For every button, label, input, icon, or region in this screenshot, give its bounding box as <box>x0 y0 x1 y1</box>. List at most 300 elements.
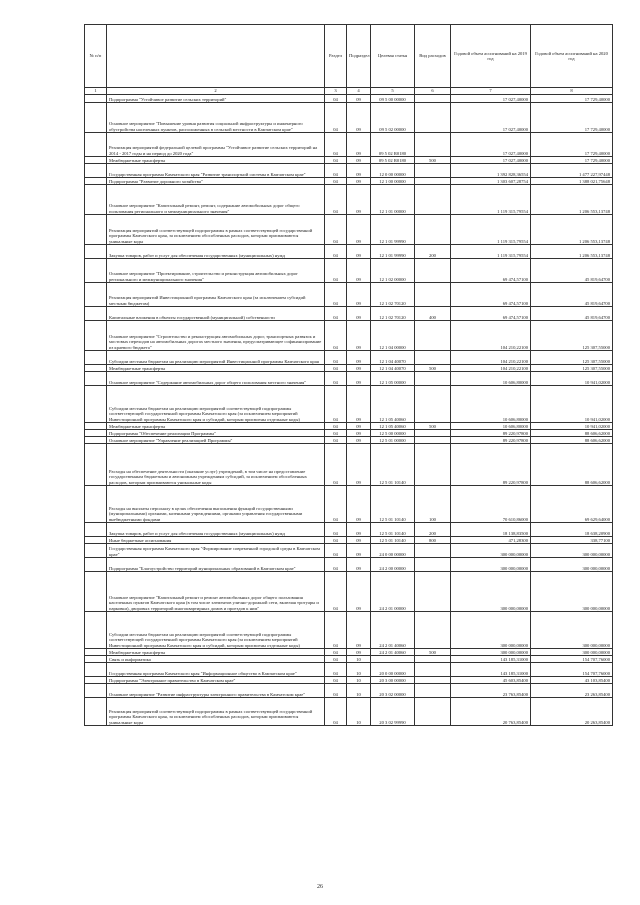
row-podrazdel: 09 <box>347 486 371 523</box>
row-podrazdel: 09 <box>347 386 371 423</box>
row-razdel: 04 <box>325 444 347 486</box>
row-statya: 12 1 01 00000 <box>371 185 415 215</box>
row-2019: 1 392 828,36554 <box>451 164 531 178</box>
row-statya: 20 3 00 00000 <box>371 677 415 684</box>
column-index-row <box>85 88 613 95</box>
row-vid <box>415 430 451 437</box>
row-razdel: 04 <box>325 365 347 372</box>
row-razdel: 04 <box>325 684 347 698</box>
budget-table-sheet <box>84 24 612 726</box>
row-number <box>85 133 107 157</box>
row-statya: 12 1 05 40060 <box>371 423 415 430</box>
row-number <box>85 283 107 307</box>
row-2019: 17 027,40000 <box>451 103 531 133</box>
row-vid: 500 <box>415 649 451 656</box>
table-row <box>85 572 613 612</box>
row-razdel: 04 <box>325 572 347 612</box>
row-statya: 12 5 01 10140 <box>371 486 415 523</box>
row-2019: 69 474,57100 <box>451 283 531 307</box>
row-2020: 154 707,76000 <box>531 663 613 677</box>
row-vid <box>415 164 451 178</box>
row-vid <box>415 283 451 307</box>
row-vid: 100 <box>415 486 451 523</box>
row-podrazdel: 10 <box>347 656 371 663</box>
row-podrazdel: 09 <box>347 544 371 558</box>
row-number <box>85 386 107 423</box>
row-number <box>85 684 107 698</box>
row-vid <box>415 544 451 558</box>
row-2019: 471,28300 <box>451 537 531 544</box>
row-2020: 88 606,62000 <box>531 444 613 486</box>
table-row <box>85 103 613 133</box>
row-2019: 45 603,85400 <box>451 677 531 684</box>
row-name: Иные бюджетные ассигнования <box>107 537 325 544</box>
row-2019: 104 210,22100 <box>451 365 531 372</box>
row-vid: 200 <box>415 523 451 537</box>
row-2020: 23 263,85400 <box>531 684 613 698</box>
row-podrazdel: 09 <box>347 437 371 444</box>
row-vid: 500 <box>415 365 451 372</box>
row-2020: 20 263,85400 <box>531 698 613 726</box>
header-podrazdel: Подраздел <box>347 25 371 88</box>
row-vid: 800 <box>415 537 451 544</box>
row-razdel: 04 <box>325 523 347 537</box>
row-razdel: 04 <box>325 437 347 444</box>
row-2019: 143 185,31000 <box>451 663 531 677</box>
row-statya: 12 1 05 40060 <box>371 386 415 423</box>
row-number <box>85 612 107 649</box>
column-index: 6 <box>415 88 451 95</box>
table-row <box>85 307 613 321</box>
row-razdel: 04 <box>325 663 347 677</box>
row-number <box>85 103 107 133</box>
table-row <box>85 656 613 663</box>
table-row <box>85 558 613 572</box>
row-2019: 300 000,00000 <box>451 649 531 656</box>
row-podrazdel: 09 <box>347 612 371 649</box>
table-row <box>85 386 613 423</box>
table-body <box>85 95 613 726</box>
row-2020: 1 206 553,13748 <box>531 245 613 259</box>
table-row <box>85 372 613 386</box>
budget-table <box>84 24 613 726</box>
row-name: Расходы на выплаты персоналу в целях обеспечения выполнения функций государственными (муниципальными) органами, казенными учреждениями, органами управления государственными внебюджетными фондами <box>107 486 325 523</box>
row-2020: 300 000,00000 <box>531 572 613 612</box>
table-row <box>85 95 613 103</box>
row-vid <box>415 444 451 486</box>
row-2020: 88 606,62000 <box>531 437 613 444</box>
row-name: Государственная программа Камчатского края "Информационное общество в Камчатском крае" <box>107 663 325 677</box>
row-number <box>85 178 107 185</box>
row-statya: 20 0 00 00000 <box>371 663 415 677</box>
table-row <box>85 157 613 164</box>
row-name: Подпрограмма "Обеспечение реализации Программы" <box>107 430 325 437</box>
row-number <box>85 430 107 437</box>
row-name: Подпрограмма "Развитие дорожного хозяйства" <box>107 178 325 185</box>
row-podrazdel: 09 <box>347 259 371 283</box>
table-row <box>85 283 613 307</box>
row-vid <box>415 351 451 365</box>
row-razdel: 04 <box>325 423 347 430</box>
row-statya: 24 2 01 40060 <box>371 612 415 649</box>
row-2019: 104 210,22100 <box>451 321 531 351</box>
row-2020: 45 819,64700 <box>531 259 613 283</box>
table-row <box>85 215 613 245</box>
row-razdel: 04 <box>325 656 347 663</box>
row-statya: 12 1 01 99990 <box>371 215 415 245</box>
row-razdel: 04 <box>325 698 347 726</box>
column-index: 5 <box>371 88 415 95</box>
table-row <box>85 133 613 157</box>
row-number <box>85 649 107 656</box>
header-razdel: Раздел <box>325 25 347 88</box>
row-2019: 300 000,00000 <box>451 558 531 572</box>
row-2020: 300 000,00000 <box>531 649 613 656</box>
row-statya: 12 1 00 00000 <box>371 178 415 185</box>
row-number <box>85 537 107 544</box>
row-vid <box>415 677 451 684</box>
row-razdel: 04 <box>325 544 347 558</box>
table-row <box>85 164 613 178</box>
row-name: Основное мероприятие "Содержание автомобильных дорог общего пользования местного значения" <box>107 372 325 386</box>
row-razdel: 04 <box>325 649 347 656</box>
row-podrazdel: 09 <box>347 245 371 259</box>
row-2020: 45 819,64700 <box>531 283 613 307</box>
row-statya: 24 0 00 00000 <box>371 544 415 558</box>
row-name: Межбюджетные трансферты <box>107 157 325 164</box>
row-2019: 1 119 315,79554 <box>451 245 531 259</box>
row-number <box>85 444 107 486</box>
table-row <box>85 365 613 372</box>
row-razdel: 04 <box>325 486 347 523</box>
row-2020: 18 638,20900 <box>531 523 613 537</box>
row-name: Основное мероприятие "Строительство и реконструкция автомобильных дорог, транспортных развязок и мостовых переходов на автомобильных дорогах местного значения, предусматривающее софинансирование из краевого бюджета" <box>107 321 325 351</box>
row-vid: 200 <box>415 245 451 259</box>
row-2020: 17 729,40000 <box>531 103 613 133</box>
row-2020: 88 606,62000 <box>531 430 613 437</box>
row-2019: 18 138,83500 <box>451 523 531 537</box>
row-razdel: 04 <box>325 178 347 185</box>
row-2020: 10 941,02000 <box>531 372 613 386</box>
row-number <box>85 663 107 677</box>
row-statya: 09 5 02 R0180 <box>371 133 415 157</box>
row-name: Реализация мероприятий Инвестиционной программы Камчатского края (за исключением субсидий местным бюджетам) <box>107 283 325 307</box>
row-statya: 09 5 00 00000 <box>371 95 415 103</box>
row-statya: 12 5 00 00000 <box>371 430 415 437</box>
row-vid <box>415 386 451 423</box>
row-2019: 10 606,80000 <box>451 386 531 423</box>
table-row <box>85 684 613 698</box>
row-podrazdel: 09 <box>347 283 371 307</box>
row-razdel: 04 <box>325 283 347 307</box>
row-2019: 300 000,00000 <box>451 612 531 649</box>
row-vid <box>415 572 451 612</box>
row-2019: 89 220,97800 <box>451 437 531 444</box>
row-podrazdel: 10 <box>347 677 371 684</box>
row-podrazdel: 09 <box>347 215 371 245</box>
row-razdel: 04 <box>325 430 347 437</box>
row-number <box>85 164 107 178</box>
column-index: 3 <box>325 88 347 95</box>
row-2019: 104 210,22100 <box>451 351 531 365</box>
row-podrazdel: 09 <box>347 649 371 656</box>
row-2019: 10 606,80000 <box>451 372 531 386</box>
row-number <box>85 523 107 537</box>
column-index: 8 <box>531 88 613 95</box>
row-name: Субсидии местным бюджетам на реализацию мероприятий соответствующей подпрограммы соответствующей государственной программы Камчатского края (за исключением мероприятий Инвестиционной программы Камчатского края и субсидий, которым присвоены отдельные коды) <box>107 386 325 423</box>
row-statya: 09 5 02 00000 <box>371 103 415 133</box>
row-2020: 1 388 021,75648 <box>531 178 613 185</box>
row-vid <box>415 663 451 677</box>
row-number <box>85 698 107 726</box>
row-podrazdel: 09 <box>347 157 371 164</box>
row-2020: 1 477 227,97448 <box>531 164 613 178</box>
row-2020: 43 103,85400 <box>531 677 613 684</box>
row-podrazdel: 09 <box>347 178 371 185</box>
page-number: 26 <box>317 884 323 890</box>
row-name: Закупка товаров, работ и услуг для обеспечения государственных (муниципальных) нужд <box>107 523 325 537</box>
row-podrazdel: 09 <box>347 430 371 437</box>
row-name: Связь и информатика <box>107 656 325 663</box>
header-statya: Целевая статья <box>371 25 415 88</box>
row-vid <box>415 656 451 663</box>
row-2019: 1 119 315,79554 <box>451 215 531 245</box>
row-statya: 24 2 01 40060 <box>371 649 415 656</box>
row-statya: 12 0 00 00000 <box>371 164 415 178</box>
row-number <box>85 572 107 612</box>
row-2019: 17 027,40000 <box>451 133 531 157</box>
header-2019: Годовой объем ассигнований на 2019 год <box>451 25 531 88</box>
row-razdel: 04 <box>325 95 347 103</box>
row-2020: 69 629,64000 <box>531 486 613 523</box>
row-2020: 17 729,40000 <box>531 95 613 103</box>
row-2019: 89 220,97800 <box>451 444 531 486</box>
row-2019: 17 027,40000 <box>451 95 531 103</box>
row-2019: 69 474,57100 <box>451 259 531 283</box>
row-podrazdel: 09 <box>347 523 371 537</box>
column-index: 2 <box>107 88 325 95</box>
row-vid <box>415 95 451 103</box>
row-podrazdel: 09 <box>347 307 371 321</box>
row-number <box>85 437 107 444</box>
table-row <box>85 663 613 677</box>
row-vid <box>415 372 451 386</box>
row-podrazdel: 10 <box>347 698 371 726</box>
row-podrazdel: 09 <box>347 185 371 215</box>
table-row <box>85 259 613 283</box>
row-number <box>85 372 107 386</box>
table-row <box>85 537 613 544</box>
row-name: Основное мероприятие "Капитальный ремонт и ремонт автомобильных дорог общего пользования населенных пунктов Камчатского края (в том числе элементов улично-дорожной сети, включая тротуары и парковки), дворовых территорий многоквартирных домов и проездов к ним" <box>107 572 325 612</box>
row-number <box>85 215 107 245</box>
row-2019: 143 185,31000 <box>451 656 531 663</box>
row-razdel: 04 <box>325 558 347 572</box>
row-name: Расходы на обеспечение деятельности (оказание услуг) учреждений, в том числе на предоставление государственным бюджетным и автономным учреждениям субсидий, за исключением обособленных расходов, которым присваиваются уникальные коды <box>107 444 325 486</box>
table-row <box>85 677 613 684</box>
row-2019: 300 000,00000 <box>451 544 531 558</box>
table-row <box>85 245 613 259</box>
row-2020: 125 307,55000 <box>531 365 613 372</box>
row-vid <box>415 558 451 572</box>
row-2019: 23 763,85400 <box>451 684 531 698</box>
row-statya: 12 1 01 99990 <box>371 245 415 259</box>
row-2020: 1 206 553,13748 <box>531 215 613 245</box>
row-podrazdel: 09 <box>347 351 371 365</box>
column-index: 1 <box>85 88 107 95</box>
row-vid <box>415 103 451 133</box>
row-statya: 12 5 01 00000 <box>371 437 415 444</box>
row-razdel: 04 <box>325 245 347 259</box>
row-2020: 45 819,64700 <box>531 307 613 321</box>
header-2020: Годовой объем ассигнований на 2020 год <box>531 25 613 88</box>
row-number <box>85 95 107 103</box>
row-name: Реализация мероприятий соответствующей подпрограммы в рамках соответствующей государственной программы Камчатского края, за исключением обособленных расходов, которым присваиваются уникальные коды <box>107 698 325 726</box>
row-2020: 300 000,00000 <box>531 612 613 649</box>
row-2020: 300 000,00000 <box>531 558 613 572</box>
row-2020: 1 206 553,13748 <box>531 185 613 215</box>
row-number <box>85 656 107 663</box>
row-name: Межбюджетные трансферты <box>107 649 325 656</box>
row-2020: 338,77100 <box>531 537 613 544</box>
table-row <box>85 523 613 537</box>
row-2020: 300 000,00000 <box>531 544 613 558</box>
row-razdel: 04 <box>325 185 347 215</box>
row-name: Подпрограмма "Устойчивое развитие сельских территорий" <box>107 95 325 103</box>
row-statya: 12 5 01 10140 <box>371 523 415 537</box>
header-vid: Вид расходов <box>415 25 451 88</box>
row-name: Основное мероприятие "Развитие инфраструктуры электронного правительства в Камчатском крае" <box>107 684 325 698</box>
row-2020: 17 729,40000 <box>531 157 613 164</box>
table-row <box>85 178 613 185</box>
row-statya: 24 2 01 00000 <box>371 572 415 612</box>
column-index: 4 <box>347 88 371 95</box>
row-podrazdel: 09 <box>347 372 371 386</box>
table-header-row <box>85 25 613 88</box>
table-row <box>85 444 613 486</box>
row-2019: 300 000,00000 <box>451 572 531 612</box>
row-podrazdel: 09 <box>347 164 371 178</box>
row-statya: 12 1 04 40070 <box>371 365 415 372</box>
row-name: Закупка товаров, работ и услуг для обеспечения государственных (муниципальных) нужд <box>107 245 325 259</box>
row-name: Подпрограмма "Благоустройство территорий муниципальных образований в Камчатском крае" <box>107 558 325 572</box>
row-name: Капитальные вложения в объекты государственной (муниципальной) собственности <box>107 307 325 321</box>
table-row <box>85 423 613 430</box>
row-name: Реализация мероприятий федеральной целевой программы "Устойчивое развитие сельских территорий на 2014 - 2017 годы и на период до 2020 года" <box>107 133 325 157</box>
row-2020: 10 941,02000 <box>531 386 613 423</box>
row-podrazdel: 09 <box>347 423 371 430</box>
row-vid <box>415 698 451 726</box>
row-2019: 89 220,97800 <box>451 430 531 437</box>
row-2019: 1 303 607,28754 <box>451 178 531 185</box>
table-row <box>85 544 613 558</box>
row-razdel: 04 <box>325 133 347 157</box>
row-podrazdel: 09 <box>347 558 371 572</box>
row-name: Реализация мероприятий соответствующей подпрограммы в рамках соответствующей государственной программы Камчатского края, за исключением обособленных расходов, которым присваиваются уникальные коды <box>107 215 325 245</box>
row-statya: 12 1 05 00000 <box>371 372 415 386</box>
table-row <box>85 698 613 726</box>
table-row <box>85 321 613 351</box>
row-name: Основное мероприятие "Проектирование, строительство и реконструкция автомобильных дорог регионального и межмуниципального значения" <box>107 259 325 283</box>
row-number <box>85 423 107 430</box>
table-row <box>85 430 613 437</box>
row-number <box>85 307 107 321</box>
row-number <box>85 157 107 164</box>
row-2019: 1 119 315,79554 <box>451 185 531 215</box>
row-podrazdel: 09 <box>347 321 371 351</box>
row-podrazdel: 09 <box>347 95 371 103</box>
row-razdel: 04 <box>325 321 347 351</box>
row-razdel: 04 <box>325 307 347 321</box>
row-name: Основное мероприятие "Управление реализацией Программы" <box>107 437 325 444</box>
row-podrazdel: 10 <box>347 663 371 677</box>
row-name: Межбюджетные трансферты <box>107 423 325 430</box>
row-2019: 10 606,80000 <box>451 423 531 430</box>
header-name <box>107 25 325 88</box>
table-row <box>85 486 613 523</box>
row-number <box>85 245 107 259</box>
row-2019: 17 027,40000 <box>451 157 531 164</box>
row-name: Межбюджетные трансферты <box>107 365 325 372</box>
row-number <box>85 544 107 558</box>
row-statya: 12 1 02 00000 <box>371 259 415 283</box>
row-number <box>85 185 107 215</box>
row-podrazdel: 09 <box>347 133 371 157</box>
row-razdel: 04 <box>325 351 347 365</box>
row-name: Субсидии местным бюджетам на реализацию мероприятий Инвестиционной программы Камчатского края <box>107 351 325 365</box>
row-statya: 12 1 02 70120 <box>371 307 415 321</box>
row-2020: 10 941,02000 <box>531 423 613 430</box>
row-2020: 125 307,55000 <box>531 321 613 351</box>
row-number <box>85 558 107 572</box>
table-row <box>85 649 613 656</box>
row-vid: 500 <box>415 423 451 430</box>
row-name: Государственная программа Камчатского края "Развитие транспортной системы в Камчатском крае" <box>107 164 325 178</box>
row-2019: 69 474,57100 <box>451 307 531 321</box>
row-razdel: 04 <box>325 259 347 283</box>
row-razdel: 04 <box>325 537 347 544</box>
row-statya: 20 3 02 00000 <box>371 684 415 698</box>
table-row <box>85 351 613 365</box>
row-statya: 12 5 01 10140 <box>371 444 415 486</box>
row-statya: 09 5 02 R0180 <box>371 157 415 164</box>
row-number <box>85 351 107 365</box>
row-vid: 400 <box>415 307 451 321</box>
row-name: Основное мероприятие "Капитальный ремонт, ремонт, содержание автомобильных дорог общего пользования регионального и межмуниципального значения" <box>107 185 325 215</box>
row-vid <box>415 133 451 157</box>
table-row <box>85 437 613 444</box>
row-name: Основное мероприятие "Повышение уровня развития социальной инфраструктуры и инженерного обустройства населенных пунктов, расположенных в сельской местности в Камчатском крае" <box>107 103 325 133</box>
row-podrazdel: 09 <box>347 103 371 133</box>
row-podrazdel: 09 <box>347 537 371 544</box>
table-row <box>85 612 613 649</box>
row-statya: 12 1 04 00000 <box>371 321 415 351</box>
row-razdel: 04 <box>325 386 347 423</box>
row-vid: 500 <box>415 157 451 164</box>
row-statya <box>371 656 415 663</box>
row-statya: 12 1 02 70120 <box>371 283 415 307</box>
row-number <box>85 321 107 351</box>
row-vid <box>415 215 451 245</box>
row-statya: 24 2 00 00000 <box>371 558 415 572</box>
row-razdel: 04 <box>325 157 347 164</box>
row-podrazdel: 09 <box>347 444 371 486</box>
row-number <box>85 677 107 684</box>
row-2020: 17 729,40000 <box>531 133 613 157</box>
row-vid <box>415 259 451 283</box>
column-index: 7 <box>451 88 531 95</box>
row-name: Субсидии местным бюджетам на реализацию мероприятий соответствующей подпрограммы соответствующей государственной программы Камчатского края (за исключением мероприятий Инвестиционной программы Камчатского края и субсидий, которым присвоены отдельные коды) <box>107 612 325 649</box>
row-2020: 154 707,76000 <box>531 656 613 663</box>
